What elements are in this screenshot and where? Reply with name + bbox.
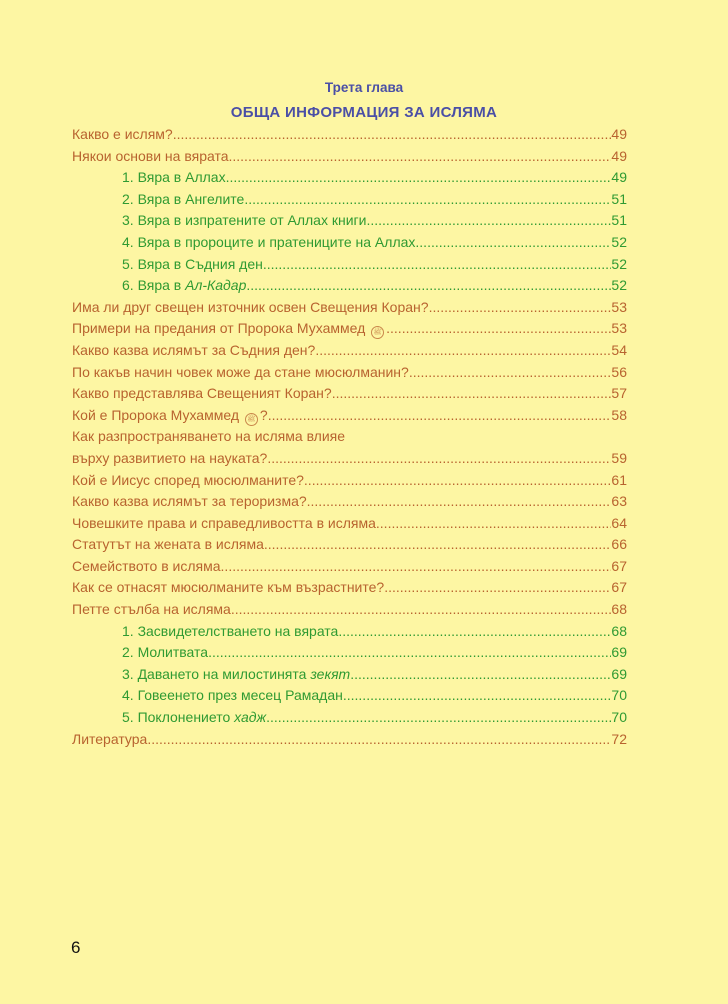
toc-entry[interactable] [72,556,627,578]
toc-entry-page: 58 [611,406,627,423]
toc-entry-page: 59 [611,449,627,466]
toc-entry-page: 53 [611,320,627,337]
toc-entry-page: 61 [611,471,627,488]
dot-leader [415,232,611,254]
toc-entry[interactable] [72,297,627,319]
toc-entry-page: 70 [611,687,627,704]
dot-leader [350,664,611,686]
dot-leader [366,210,611,232]
dot-leader [386,318,611,340]
dot-leader [208,642,611,664]
toc-entry-title: Какво казва ислямът за Съдния ден? [72,341,316,358]
dot-leader [345,426,627,448]
toc-entry-title: Литература [72,730,148,747]
toc-entry-title: Примери на предания от Пророка Мухаммед ﷺ [72,318,386,340]
pbuh-seal-icon: ﷺ [245,413,258,426]
toc-entry-page: 56 [611,363,627,380]
dot-leader [244,189,611,211]
toc-entry-page: 69 [611,644,627,661]
toc-entry-page: 52 [611,255,627,272]
dot-leader [409,362,612,384]
toc-entry-title: 6. Вяра в Ал-Кадар [122,277,247,294]
toc-entry-page: 52 [611,233,627,250]
toc-entry[interactable] [72,210,627,232]
toc-entry-title: 3. Даването на милостинята зекят [122,665,351,682]
chapter-heading: Трета глава [324,80,404,95]
toc-entry-title: Какво е ислям? [72,126,173,142]
toc-entry-title: Има ли друг свещен източник освен Свещения Коран? [72,298,429,315]
toc-entry-title: По какъв начин човек може да стане мюсюлманин? [72,363,409,380]
dot-leader [429,297,612,319]
toc-entry-page: 49 [611,147,627,164]
toc-entry[interactable] [72,642,627,664]
toc-entry-title: Как разпространяването на исляма влияе [72,428,346,445]
toc-entry-page: 51 [611,212,627,229]
toc-entry[interactable] [72,534,627,556]
dot-leader [384,577,611,599]
toc-entry-page: 68 [611,622,627,639]
dot-leader [226,167,612,189]
toc-entry-title: 5. Поклонението хадж [122,709,267,726]
dot-leader [315,340,611,362]
toc-entry-page: 69 [611,665,627,682]
toc-entry-page: 57 [611,385,627,402]
toc-entry[interactable] [72,470,627,492]
toc-entry-title: Петте стълба на исляма [72,601,231,618]
toc-entry-title: Кой е Пророка Мухаммед ﷺ ? [72,405,268,427]
toc-entry[interactable] [72,491,627,513]
section-heading: ОБЩА ИНФОРМАЦИЯ ЗА ИСЛЯМА [230,104,498,121]
dot-leader [332,383,612,405]
dot-leader [173,124,612,146]
toc-entry-page: 54 [611,341,627,358]
dot-leader [267,448,611,470]
toc-entry[interactable] [72,340,627,362]
toc-entry[interactable] [72,167,627,189]
toc-entry[interactable] [72,448,627,470]
toc-entry[interactable] [72,621,627,643]
toc-entry[interactable] [72,318,627,340]
toc-entry-title: върху развитието на науката? [72,449,268,466]
toc-entry[interactable] [72,146,627,168]
dot-leader [266,707,611,729]
toc-entry-title: 5. Вяра в Съдния ден [122,255,263,272]
toc-entry[interactable] [72,426,627,448]
toc-entry-title: 2. Молитвата [122,644,209,661]
toc-entry[interactable] [72,599,627,621]
toc-entry[interactable] [72,232,627,254]
dot-leader [264,534,612,556]
toc-entry-title: 4. Вяра в пророците и пратениците на Аллах [122,233,416,250]
toc-entry[interactable] [72,362,627,384]
toc-entry[interactable] [72,189,627,211]
toc-entry-title: 1. Вяра в Аллах [122,169,226,186]
toc-entry[interactable] [72,513,627,535]
toc-entry-title: Какво представлява Свещеният Коран? [72,385,332,402]
toc-entry-page: 49 [611,169,627,186]
toc-entry-page: 49 [611,126,627,142]
dot-leader [268,405,612,427]
toc-entry-title: Как се отнасят мюсюлманите към възрастните? [72,579,385,596]
table-of-contents [72,124,627,750]
dot-leader [221,556,612,578]
dot-leader [246,275,611,297]
toc-entry-title: Семейството в исляма [72,557,221,574]
toc-entry-title: 1. Засвидетелстването на вярата [122,622,339,639]
pbuh-seal-icon: ﷺ [371,326,384,339]
dot-leader [304,470,612,492]
dot-leader [376,513,612,535]
toc-entry-page: 67 [611,579,627,596]
toc-entry[interactable] [72,685,627,707]
dot-leader [307,491,612,513]
toc-entry[interactable] [72,577,627,599]
toc-entry[interactable] [72,405,627,427]
toc-entry-page: 68 [611,601,627,618]
toc-entry-title: Какво казва ислямът за тероризма? [72,493,307,510]
dot-leader [343,685,612,707]
dot-leader [263,254,612,276]
toc-entry[interactable] [72,707,627,729]
toc-entry-title: 2. Вяра в Ангелите [122,190,245,207]
toc-entry-page: 53 [611,298,627,315]
page-number: 6 [71,938,81,957]
toc-entry-title: Човешките права и справедливостта в исляма [72,514,376,531]
toc-entry[interactable] [72,124,627,146]
toc-entry-page: 66 [611,536,627,553]
toc-entry-title: 4. Говеенето през месец Рамадан [122,687,343,704]
toc-entry-page: 64 [611,514,627,531]
toc-entry-title: Кой е Иисус според мюсюлманите? [72,471,304,488]
dot-leader [338,621,611,643]
toc-entry[interactable] [72,383,627,405]
toc-entry[interactable] [72,275,627,297]
toc-entry-title: 3. Вяра в изпратените от Аллах книги [122,212,367,229]
toc-entry[interactable] [72,729,627,751]
toc-entry-page: 72 [611,730,627,747]
dot-leader [147,729,611,751]
toc-entry-page: 70 [611,709,627,726]
toc-entry-title: Статутът на жената в исляма [72,536,264,553]
toc-entry-title: Някои основи на вярата [72,147,229,164]
toc-entry[interactable] [72,254,627,276]
toc-entry-page: 51 [611,190,627,207]
toc-entry-page: 52 [611,277,627,294]
dot-leader [231,599,612,621]
dot-leader [229,146,612,168]
toc-entry[interactable] [72,664,627,686]
toc-entry-page: 63 [611,493,627,510]
toc-entry-page: 67 [611,557,627,574]
